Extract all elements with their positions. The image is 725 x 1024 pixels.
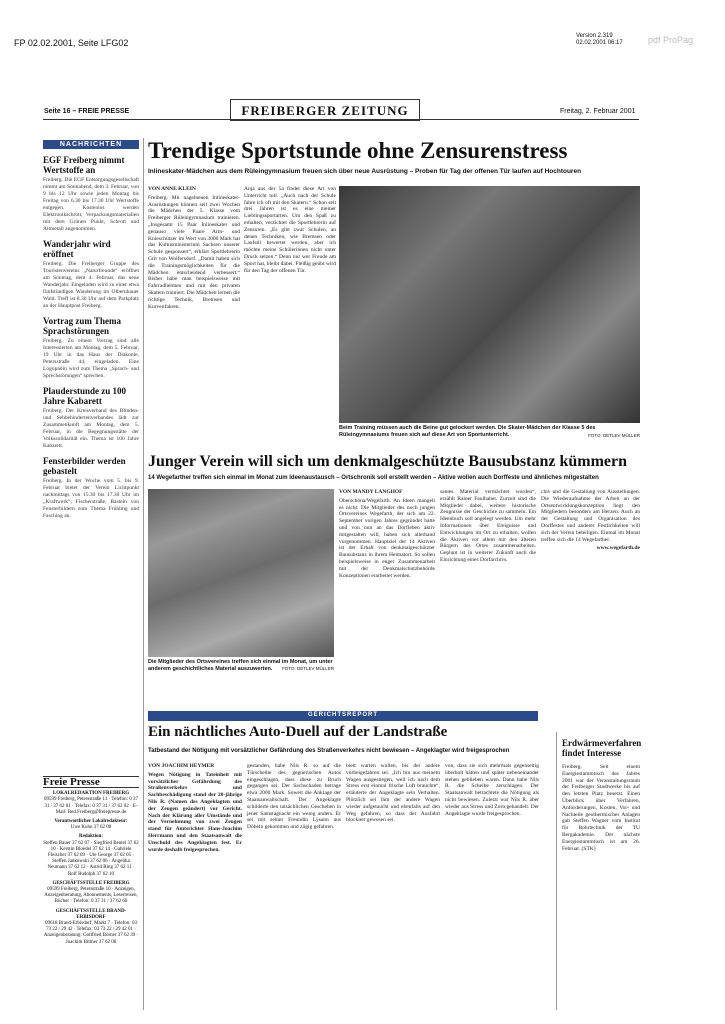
article3-text-2: gestanden, habe Nils R. so auf die Türscheibe des gegnerischen Autos eingeschlagen, dass diese zu Bruch gegangen sei. Der Sachschaden betrage etwa 2000 Mark. Soweit die Anklage der Staatsanwaltschaft. Der Angeklagte schilderte den tatsächlichen Geschehen in jener Samstagnacht ein wenig anders. Er sei mit seiner Freundin Lysann aus Döbeln gekommen und zügig gefahren. [247,763,341,831]
imprint-box [43,776,139,946]
watermark: pdf ProPag [648,35,694,45]
photo-credit: FOTO: DETLEV MÜLLER [588,433,640,438]
sidebar-item-text: Freiberg. Der Kreisverband des Blinden- und Sehbehindertenverbandes lädt zur Zusammenkunft am Montag, dem 5. Februar, in die Begegnungsstätte der Volkssolidarität ein. Thema ist 100 Jahre Kabarett. [43,408,139,449]
photo-caption-text: Beim Training müssen auch die Beine gut gelockert werden. Die Skater-Mädchen der Klasse 5 des Rüleingymnasiums freuen sich auf diese Art von Sportunterricht. [339,425,596,438]
sidebar-item [43,386,139,450]
article2-column-2 [440,489,536,564]
article3-column-3 [346,763,440,824]
sidebar-item [43,456,139,520]
print-header: FP 02.02.2001, Seite LFG02 [14,38,129,48]
article2-text-1: Oberschöna/Wegefarth. An Ideen mangelt es nicht: Die Mitglieder des noch jungen Ortsvereines Wegefarth, der sich am 22. September vorigen Jahres gegründet hatte und von nun an das Dorfleben aktiv mitgestalten will, haben sich allerhand vorgenommen. Hauptziel der 14 Aktiven ist der Erhalt von denkmalgeschützter Bausubstanz in ihrem Heimatort. So sollen beispielsweise in enger Zusammenarbeit mit der Denkmalschutzbehörde Konzeptionen erarbeitet werden. [339,497,435,579]
article2-text-2: santes Material vermächtet worden“, erzählt Rainer Faulhaber. Zurzeit sind die Mitglieder dabei, weitere historische Zeugnisse der Geschichte zu sammeln. Ein Ideenbuch soll angelegt werden. Um mehr Informationen über Ereignisse und Entwicklungen im Ort zu erhalten, wollen die Aktiven vor allem mit den älteren Bürgern des Ortes zusammenarbeiten. Geplant ist in weiterer Zukunft auch die Einrichtung eines Dorfarchivs. [440,489,536,563]
article1-text-2: Anja aus der 5a findet diese Art von Unterricht toll. „Auch nach der Schule fahre ich oft mit den Skatern.“ Schon seit drei Jahren ist es eine meiner Lieblingssportarten. Um den Spaß zu erhalten, verzichtet die Sportlehrerin auf Zensuren. „Es gibt zwar Schulen, an denen Techniken, wie Bremsen oder Laufstil bewertet werden, aber ich möchte meine Schülerinnen nicht unter Druck setzen.“ Denn nur wer Freude am Sport hat, bleibt dabei. Fleißig geübt wird für den Tag der offenen Tür. [244,186,336,274]
article2-column-3 [541,489,640,552]
article2-headline: Junger Verein will sich um denkmalgeschützte Bausubstanz kümmern [148,453,628,470]
article3-column-2 [247,763,341,831]
photo-caption [339,425,640,439]
section-label: GERICHTSREPORT [148,711,538,721]
imprint-brand: Freie Presse [43,776,139,788]
article3-text-3: biett warten wollen, bis der andere vorbeigefahren sei. „Ich bin aus meinem Wagen ausgestiegen, weil ich nach dem Stress erst einmal frische Luft brauchte“, erläuterte der Angeklagte sein Verhalten. Plötzlich sei ihm der andere Wagen wieder aufgetaucht und ebenfalls auf den Weg gefahren, so dass der Ausfahrt blockiert gewesen sei. [346,763,440,824]
imprint-text: Steffen Bauer 37 62 07 · Siegfried Beutel 37 62 10 · Kerstin Bloedel 37 62 14 · Gabriele Fleischer 37 62 09 · Ute George 37 62 05 · Steffen Jankowski 37 62 06 · Angelika Neumann 37 62 12 · Astrid Ring 37 62 11 · Rolf Rudolph 37 62 10 [43,840,139,877]
imprint-text: Uwe Kuhn 37 62 00 [70,825,112,831]
photo-caption [148,659,334,672]
imprint-heading: Redaktion: [79,834,103,840]
issue-date: Freitag, 2. Februar 2001 [560,108,636,115]
column-divider [143,138,144,1010]
article3-headline: Ein nächtliches Auto-Duell auf der Landstraße [148,724,448,740]
imprint-text: 09618 Brand-Erbisdorf, Markt 7 · Telefon: 03 73 22 / 29 42 · Telefax: 03 73 22 / 29 42 01 · Anzeigenberatung: Gottfried Börner 37 62 39 · Joachim Bittner 37 62 08 [43,921,139,945]
page-number: Seite 16 – FREIE PRESSE [44,108,130,115]
sidebar-item [43,239,139,310]
article3-text-4: von, dass sie sich mehrmals gegenseitig überholt hätten und später nebeneinander stehen geblieben waren. Dann habe Nils R. die Scheibe zerschlagen. Der Staatsanwalt betrachtete die Nötigung als nicht bewiesen. Zuletzt war Nils R. aber wieder aus Stress und Zorn gehandelt. Der Angeklagte wurde freigesprochen. [445,763,539,817]
sidebar-item [43,316,139,380]
article1-column-1 [148,186,240,310]
right-box-title: Erdwärmeverfahren findet Interesse [562,738,642,758]
imprint-heading: Verantwortlicher Lokalredakteur: [54,819,128,825]
time-stamp: 02.02.2001 06:17 [576,40,623,46]
news-sidebar [43,140,139,520]
imprint-text: 09599 Freiberg, Petersstraße 11 · Telefon: 0 37 31 / 37 62 01 · Telefax: 0 37 31 / 37 62 02 · E-Mail: Red.Freiberg@freiepresse.de [44,797,138,815]
sidebar-item-text: Freiberg. Die Freiberger Gruppe des Touristenvereins „Naturfreunde“ eröffnet am Sonntag, dem 4. Februar, das neue Wanderjahr. Eingeladen wird zu einer etwa fünfstündigen Wanderung im Olbernhauer Wald. Treff ist 8.30 Uhr auf dem Parkplatz an der Hauptpost Freiberg. [43,261,139,309]
sidebar-item-title: Wanderjahr wird eröffnet [43,239,111,259]
article3-column-4 [445,763,539,817]
article2-text-3: chiv und die Gestaltung von Ausstellungen. Die Wiederaufnahme der Arbeit an der Ortsentwicklungskonzeption liegt den Mitgliedern besonders am Herzen. Auch an der Gestaltung und Organisation des Dorffestes und anderer Festlichkeiten will sich der Verein beteiligen. Einmal im Monat treffen sich die 14 Wegefarther. [541,489,640,543]
byline: VON MANDY LANGHOF [339,489,403,495]
column-divider [556,732,557,1010]
imprint-heading: GESCHÄFTSSTELLE FREIBERG [52,880,130,886]
article3-lead: Wegen Nötigung in Tateinheit mit vorsätzlicher Gefährdung des Straßenverkehrs und Sachbeschädigung stand der 20-jährige Nils R. (Namen des Angeklagten und der Zeugen geändert) vor Gericht. Nach der Klärung aller Umstände und der Vernehmung von zwei Zeugen stand für Amtsrichter Hans-Joachim Herrmann und den Staatsanwalt die Unschuld des Angeklagten fest. Er wurde deshalb freigesprochen. [148,771,242,853]
sidebar-item [43,155,139,233]
imprint-text: 09599 Freiberg, Petersstraße 10 · Anzeigen, Anzeigenberatung, Abonnements, Leserreisen, Bücher · Telefon: 0 37 31 / 37 62 60 [44,887,138,905]
version-stamp [576,33,623,47]
imprint-heading: GESCHÄFTSSTELLE BRAND-ERBISDORF [55,908,127,920]
sidebar-label: NACHRICHTEN [43,140,139,149]
byline: VON ANNE KLEIN [148,186,196,192]
article2-subline: 14 Wegefarther treffen sich einmal im Monat zum Ideenaustausch – Ortschronik soll erstellt werden – Aktive wollen auch Dorffeste und ähnliches mitgestalten [148,475,599,481]
web-signature: www.wegefarth.de [596,545,640,552]
main-subline: Inlineskater-Mädchen aus dem Rüleingymnasium freuen sich über neue Ausrüstung – Proben für Tag der offenen Tür laufen auf Hochtouren [148,168,582,175]
right-box-text: Freiberg. Seit einem Energiestammtisch des Jahres 2001 war der Veranstaltungsraum der Freiberger Stadtwerke bis auf den letzten Platz besetzt. Einen Überblick über Verfahren, Anforderungen, Kosten, Vor- und Nachteile geothermischer Anlagen gab Steffen Wagner vom Institut für Bohrtechnik der TU Bergakademie. Der nächste Energiestammtisch ist am 26. Februar. (STK) [562,764,640,852]
sidebar-item-text: Freiberg. Die EGF Entsorgungsgesellschaft nimmt am Sonnabend, dem 3. Februar, von 9 bis 12 Uhr sowie jeden Montag bis Freitag von 6.30 bis 17.30 Uhr Wertstoffe entgegen. Kostenlos werden Elektronikschrott, Verpackungsmaterialien mit dem Grünen Punkt, Schrott und Altmetall angenommen. [43,177,139,232]
skater-photo [339,186,640,423]
sidebar-item-text: Freiberg. Zu einem Vortrag sind alle Interessierten am Montag, dem 5. Februar, 19 Uhr in das Haus der Diakonie, Petersstraße 44, eingeladen. Eine Logopädin wird zum Thema „Sprach- und Sprechstörungen“ sprechen. [43,338,139,379]
photo-caption-text: Die Mitglieder des Ortsvereines treffen sich einmal im Monat, um unter anderem geschichtliches Material auszuwerten. [148,659,333,672]
article1-column-2 [244,186,336,274]
article3-column-1 [148,763,242,853]
byline: VON JOACHIM HEYMER [148,763,215,769]
photo-credit: FOTO: DETLEV MÜLLER [282,665,334,671]
sidebar-item-title: Vortrag zum Thema Sprachstörungen [43,316,121,336]
main-headline: Trendige Sportstunde ohne Zensurenstress [148,138,568,163]
sidebar-item-title: EGF Freiberg nimmt Wertstoffe an [43,155,125,175]
club-photo [148,489,334,657]
sidebar-item-text: Freiberg. In der Woche vom 5. bis 9. Februar bietet der Verein Lichtpunkt nachmittags von 15.30 bis 17.30 Uhr im „Kraftwerk“, Fischerstraße, Basteln von Fensterbildern zum Thema Frühling und Fasching an. [43,478,139,519]
article1-text-1: Freiberg. Mit nagelneuen Inlineskater-Ausrüstungen können seit zwei Wochen die Mädchen der 5. Klasse vom Freiberger Rüleingymnasium trainieren. „Insgesamt 15 Paar Inlineskater und genauso viele Paare Arm- und Knieschützer im Wert von 3000 Mark hat das Kultusministerium Sachsen unserer Schule gesponsert“, erklärt Sportlehrerin Grit von Wolfersdorf. „Damit haben sich die Trainingsmöglichkeiten für die Mädchen entscheidend verbessert.“ Bisher habe man beispielsweise mit Fahrradhelmen und mit den privaten Skatern trainiert. Die Mädchen lernen die richtige Technik, Bremsen und Kurvenfahren. [148,194,240,310]
sidebar-item-title: Fensterbilder werden gebastelt [43,456,126,476]
masthead: FREIBERGER ZEITUNG [230,99,420,121]
sidebar-item-title: Plauderstunde zu 100 Jahre Kabarett [43,386,127,406]
article2-column-1 [339,489,435,579]
article3-subline: Tatbestand der Nötigung mit vorsätzlicher Gefährdung des Straßenverkehrs nicht bewiesen – Angeklagter wird freigesprochen [148,748,510,754]
version-label: Version 2.319 [576,33,613,39]
imprint-heading: LOKALREDAKTION FREIBERG [52,791,130,797]
